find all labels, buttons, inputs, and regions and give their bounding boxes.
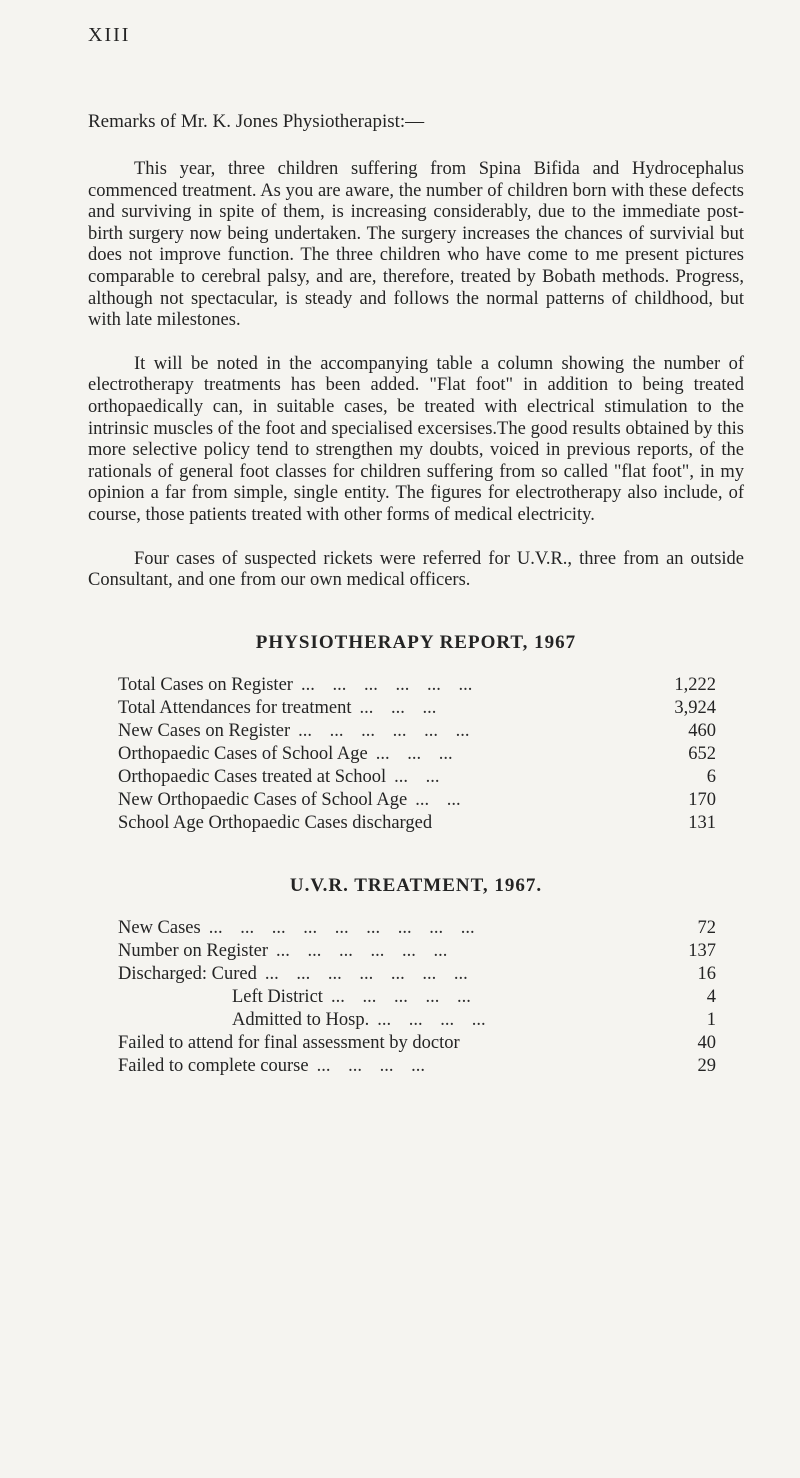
stat-label: School Age Orthopaedic Cases discharged xyxy=(118,812,433,833)
remarks-heading: Remarks of Mr. K. Jones Physiotherapist:— xyxy=(88,111,425,132)
physiotherapy-report-title: PHYSIOTHERAPY REPORT, 1967 xyxy=(255,631,577,653)
stat-value: 4 xyxy=(706,986,716,1007)
dot-leader: ... ... ... ... xyxy=(377,1009,486,1030)
stat-label: Left District xyxy=(232,986,323,1007)
table-row xyxy=(118,1032,716,1055)
page-number: XIII xyxy=(88,24,131,46)
table-row xyxy=(118,789,716,812)
dot-leader: ... ... ... xyxy=(359,697,437,718)
stat-value: 1,222 xyxy=(674,674,716,695)
dot-leader: ... ... xyxy=(394,766,440,787)
table-row xyxy=(118,963,716,986)
dot-leader: ... ... ... ... ... ... ... ... ... xyxy=(208,917,475,938)
table-row xyxy=(118,674,716,697)
table-row xyxy=(118,743,716,766)
table-row xyxy=(118,986,716,1009)
table-row xyxy=(118,766,716,789)
table-row xyxy=(118,697,716,720)
stat-label: Orthopaedic Cases of School Age xyxy=(118,743,368,764)
stat-value: 6 xyxy=(706,766,716,787)
stat-label: Failed to complete course xyxy=(118,1055,309,1076)
dot-leader: ... ... xyxy=(415,789,461,810)
dot-leader: ... ... ... ... ... ... ... xyxy=(264,963,468,984)
paragraph-spina-bifida: This year, three children suffering from Spina Bifida and Hydrocephalus commenced treatment. As you are aware, the number of children born with these defects and surviving in spite of them, is increasing considerably, due to the immediate post-birth surgery now being undertaken. The surgery increases the chances of survivial but does not improve function. The three children who have come to me present pictures comparable to cerebral palsy, and are, therefore, treated by Bobath methods. Progress, although not spectacular, is steady and follows the normal patterns of childhood, but with late milestones. xyxy=(88,159,744,331)
stat-value: 72 xyxy=(697,917,716,938)
paragraph-rickets: Four cases of suspected rickets were referred for U.V.R., three from an outside Consultant, and one from our own medical officers. xyxy=(88,548,744,591)
stat-value: 460 xyxy=(688,720,716,741)
table-row xyxy=(118,940,716,963)
stat-label: Failed to attend for final assessment by doctor xyxy=(118,1032,460,1053)
table-row xyxy=(118,917,716,940)
stat-value: 1 xyxy=(706,1009,716,1030)
dot-leader: ... ... ... ... ... xyxy=(330,986,471,1007)
dot-leader: ... ... ... ... ... ... xyxy=(298,720,470,741)
uvr-treatment-title: U.V.R. TREATMENT, 1967. xyxy=(289,874,543,896)
physiotherapy-report-table xyxy=(118,674,716,835)
stat-label: Total Cases on Register xyxy=(118,674,293,695)
dot-leader: ... ... ... ... xyxy=(316,1055,425,1076)
stat-label: Admitted to Hosp. xyxy=(232,1009,370,1030)
stat-label: Discharged: Cured xyxy=(118,963,257,984)
stat-label: Number on Register xyxy=(118,940,269,961)
dot-leader: ... ... ... ... ... ... xyxy=(300,674,473,695)
uvr-treatment-section xyxy=(88,875,744,1078)
stat-label: New Orthopaedic Cases of School Age xyxy=(118,789,408,810)
table-row xyxy=(118,1009,716,1032)
stat-label: Orthopaedic Cases treated at School xyxy=(118,766,387,787)
stat-value: 170 xyxy=(688,789,716,810)
dot-leader: ... ... ... ... ... ... xyxy=(276,940,448,961)
stat-label: New Cases xyxy=(118,917,201,938)
table-row xyxy=(118,1055,716,1078)
stat-value: 29 xyxy=(697,1055,716,1076)
stat-value: 16 xyxy=(697,963,716,984)
stat-value: 3,924 xyxy=(674,697,716,718)
stat-value: 40 xyxy=(697,1032,716,1053)
paragraph-electrotherapy: It will be noted in the accompanying table a column showing the number of electrotherapy treatments has been added. "Flat foot" in addition to being treated orthopaedically can, in suitable cases, be treated with electrical stimulation to the intrinsic muscles of the foot and specialised excersises.The good results obtained by this more selective policy tend to strengthen my doubts, voiced in previous reports, of the rationals of general foot classes for children suffering from so called "flat foot", in my opinion a far from simple, single entity. The figures for electrotherapy also include, of course, those patients treated with other forms of medical electricity. xyxy=(88,353,744,525)
stat-value: 137 xyxy=(688,940,716,961)
table-row xyxy=(118,720,716,743)
dot-leader: ... ... ... xyxy=(375,743,453,764)
stat-value: 131 xyxy=(688,812,716,833)
table-row xyxy=(118,812,716,835)
uvr-treatment-table xyxy=(118,917,716,1078)
stat-label: Total Attendances for treatment xyxy=(118,697,352,718)
stat-value: 652 xyxy=(688,743,716,764)
stat-label: New Cases on Register xyxy=(118,720,291,741)
